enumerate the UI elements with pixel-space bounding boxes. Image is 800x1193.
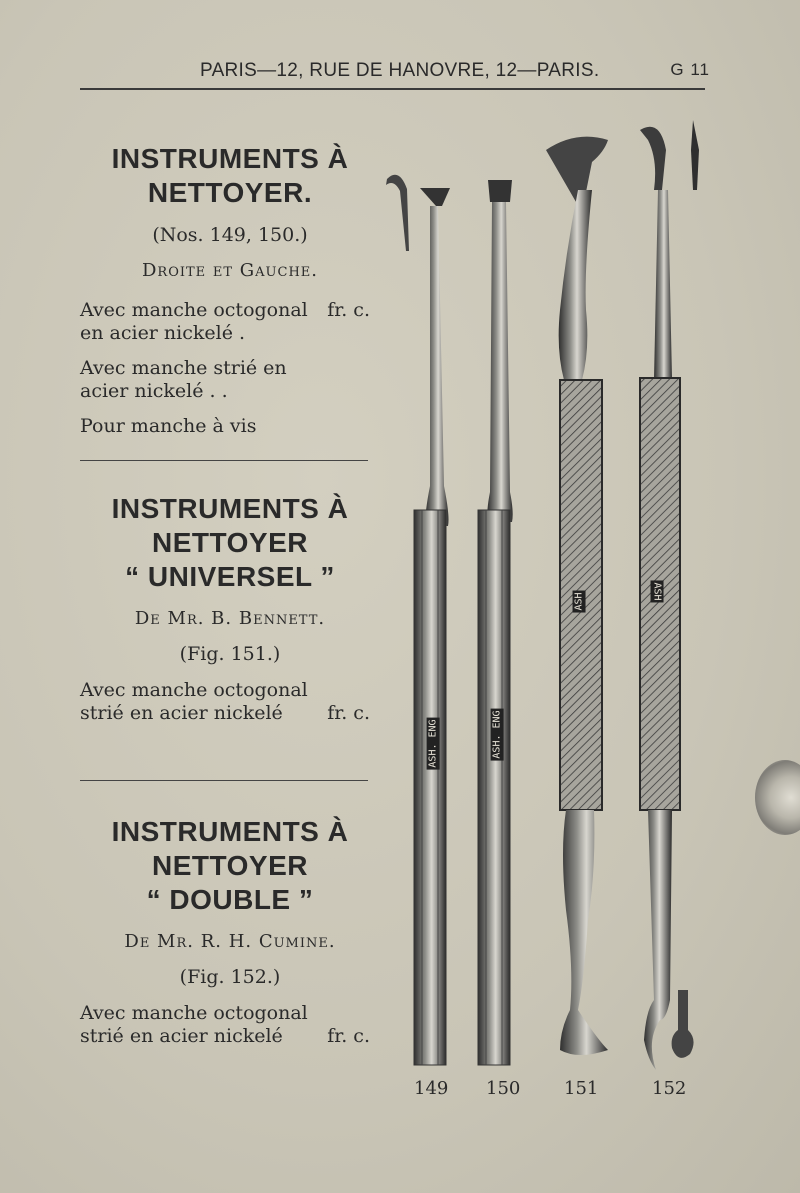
maker-stamp: ASH (573, 592, 585, 611)
item-price-unit: fr. c. (327, 299, 370, 321)
instrument-152 (640, 120, 699, 1070)
section-subtitle: Droite et Gauche. (142, 260, 318, 281)
instrument-150 (478, 180, 513, 1065)
section-title-line: INSTRUMENTS À (111, 816, 349, 847)
instrument-149 (414, 188, 450, 1065)
section-nettoyer (80, 142, 380, 438)
section-title-line: NETTOYER (152, 527, 308, 558)
section-divider (80, 460, 368, 461)
item-description: Avec manche octogonal en acier nickelé . (80, 299, 308, 344)
header-title: PARIS—12, RUE DE HANOVRE, 12—PARIS. (200, 60, 600, 81)
page-number: G 11 (670, 60, 710, 79)
section-title-line: INSTRUMENTS À (111, 143, 349, 174)
instrument-illustration (378, 110, 718, 1110)
section-title (80, 492, 380, 594)
section-title-line: “ DOUBLE ” (146, 884, 314, 915)
running-header (200, 60, 720, 86)
price-item (80, 679, 380, 725)
section-double (80, 815, 380, 1048)
section-subtitle: De Mr. R. H. Cumine. (124, 931, 336, 952)
item-description: Avec manche octogonal strié en acier nickelé (80, 1002, 308, 1047)
section-title-line: “ UNIVERSEL ” (125, 561, 335, 592)
maker-stamp: ASH (651, 582, 663, 601)
section-divider (80, 780, 368, 781)
figure-label-151: 151 (564, 1078, 599, 1099)
item-description: Pour manche à vis (80, 415, 257, 437)
item-description: Avec manche strié en acier nickelé . . (80, 357, 287, 402)
item-price-unit: fr. c. (327, 1025, 370, 1047)
item-description: Avec manche octogonal strié en acier nickelé (80, 679, 308, 724)
section-title-line: NETTOYER. (147, 177, 313, 208)
figure-reference: (Fig. 151.) (179, 643, 281, 665)
figure-label-152: 152 (652, 1078, 687, 1099)
figure-label-149: 149 (414, 1078, 449, 1099)
section-title (80, 815, 380, 917)
small-hook-tip (386, 175, 409, 251)
figure-reference: (Fig. 152.) (179, 966, 281, 988)
price-item (80, 415, 380, 438)
price-item (80, 1002, 380, 1048)
section-subtitle: De Mr. B. Bennett. (134, 608, 326, 629)
maker-stamp: ASH. ENG (427, 719, 439, 768)
figure-label-150: 150 (486, 1078, 521, 1099)
figure-reference: (Nos. 149, 150.) (152, 224, 308, 246)
price-item (80, 299, 380, 345)
maker-stamp: ASH. ENG (491, 710, 503, 759)
section-title-line: NETTOYER (152, 850, 308, 881)
section-universel (80, 492, 380, 725)
header-rule (80, 88, 705, 90)
price-item (80, 357, 380, 403)
section-title (80, 142, 380, 210)
item-price-unit: fr. c. (327, 702, 370, 724)
instruments-engraving (378, 110, 718, 1110)
section-title-line: INSTRUMENTS À (111, 493, 349, 524)
